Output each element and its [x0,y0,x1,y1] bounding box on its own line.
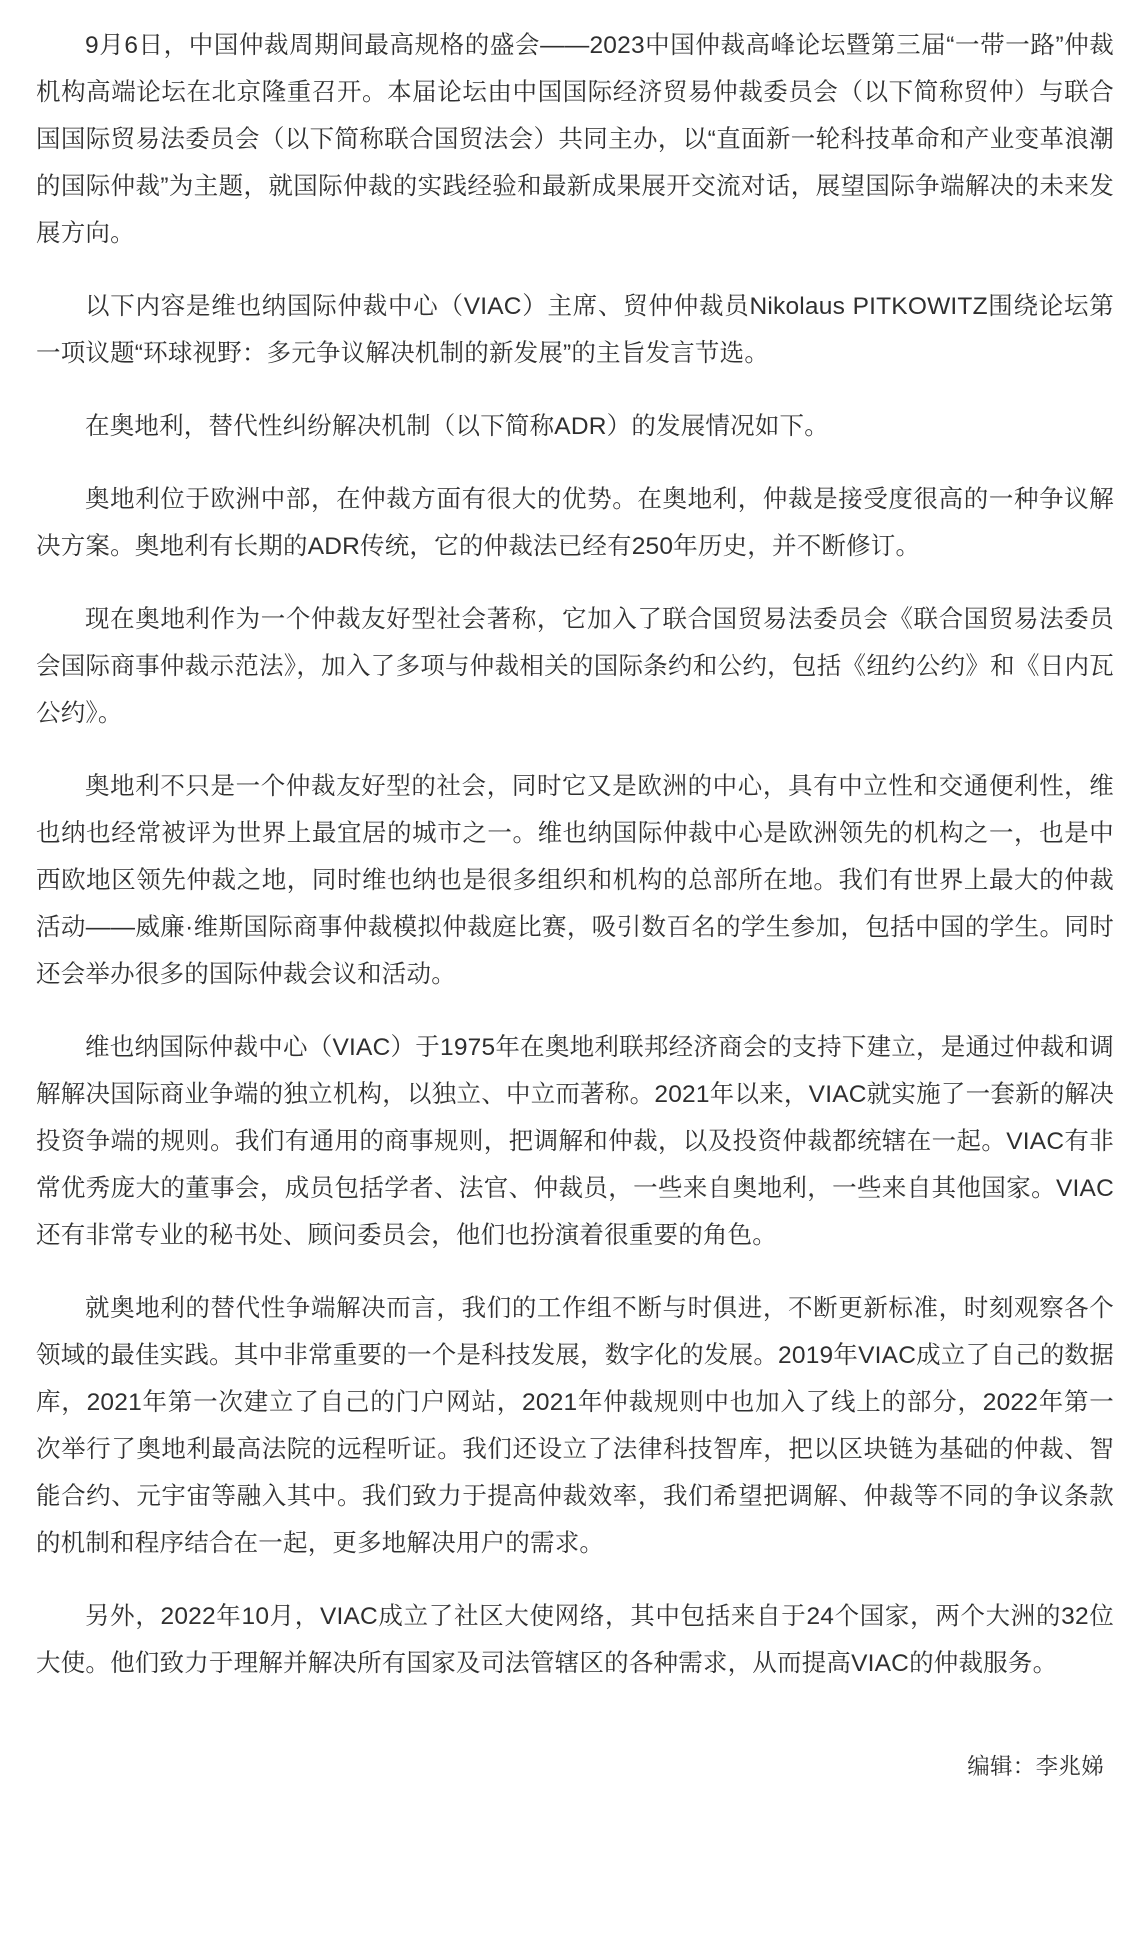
editor-signature-row [0,1747,1148,1787]
paragraph-5: 现在奥地利作为一个仲裁友好型社会著称，它加入了联合国贸易法委员会《联合国贸易法委员会国际商事仲裁示范法》，加入了多项与仲裁相关的国际条约和公约，包括《纽约公约》和《日内瓦公约》。 [36,606,1114,727]
paragraph-4: 奥地利位于欧洲中部，在仲裁方面有很大的优势。在奥地利，仲裁是接受度很高的一种争议解决方案。奥地利有长期的ADR传统，它的仲裁法已经有250年历史，并不断修订。 [36,486,1114,560]
paragraph-2: 以下内容是维也纳国际仲裁中心（VIAC）主席、贸仲仲裁员Nikolaus PITKOWITZ围绕论坛第一项议题“环球视野：多元争议解决机制的新发展”的主旨发言节选。 [36,293,1114,367]
article-body [0,22,1148,1687]
paragraph-3: 在奥地利，替代性纠纷解决机制（以下简称ADR）的发展情况如下。 [85,413,829,440]
paragraph-9: 另外，2022年10月，VIAC成立了社区大使网络，其中包括来自于24个国家，两个大洲的32位大使。他们致力于理解并解决所有国家及司法管辖区的各种需求，从而提高VIAC的仲裁服务。 [36,1603,1114,1677]
paragraph-7: 维也纳国际仲裁中心（VIAC）于1975年在奥地利联邦经济商会的支持下建立，是通过仲裁和调解解决国际商业争端的独立机构，以独立、中立而著称。2021年以来，VIAC就实施了一套新的解决投资争端的规则。我们有通用的商事规则，把调解和仲裁，以及投资仲裁都统辖在一起。VIAC有非常优秀庞大的董事会，成员包括学者、法官、仲裁员，一些来自奥地利，一些来自其他国家。VIAC还有非常专业的秘书处、顾问委员会，他们也扮演着很重要的角色。 [36,1034,1114,1249]
paragraph-8: 就奥地利的替代性争端解决而言，我们的工作组不断与时俱进，不断更新标准，时刻观察各个领域的最佳实践。其中非常重要的一个是科技发展，数字化的发展。2019年VIAC成立了自己的数据库，2021年第一次建立了自己的门户网站，2021年仲裁规则中也加入了线上的部分，2022年第一次举行了奥地利最高法院的远程听证。我们还设立了法律科技智库，把以区块链为基础的仲裁、智能合约、元宇宙等融入其中。我们致力于提高仲裁效率，我们希望把调解、仲裁等不同的争议条款的机制和程序结合在一起，更多地解决用户的需求。 [36,1295,1114,1557]
bottom-spacer [0,1787,1148,1827]
editor-signature: 编辑：李兆娣 [967,1754,1104,1779]
paragraph-6: 奥地利不只是一个仲裁友好型的社会，同时它又是欧洲的中心，具有中立性和交通便利性，维也纳也经常被评为世界上最宜居的城市之一。维也纳国际仲裁中心是欧洲领先的机构之一，也是中西欧地区领先仲裁之地，同时维也纳也是很多组织和机构的总部所在地。我们有世界上最大的仲裁活动——威廉·维斯国际商事仲裁模拟仲裁庭比赛，吸引数百名的学生参加，包括中国的学生。同时还会举办很多的国际仲裁会议和活动。 [36,773,1114,988]
paragraph-1: 9月6日，中国仲裁周期间最高规格的盛会——2023中国仲裁高峰论坛暨第三届“一带一路”仲裁机构高端论坛在北京隆重召开。本届论坛由中国国际经济贸易仲裁委员会（以下简称贸仲）与联合国国际贸易法委员会（以下简称联合国贸法会）共同主办，以“直面新一轮科技革命和产业变革浪潮的国际仲裁”为主题，就国际仲裁的实践经验和最新成果展开交流对话，展望国际争端解决的未来发展方向。 [36,32,1114,247]
article-page [0,22,1148,1943]
